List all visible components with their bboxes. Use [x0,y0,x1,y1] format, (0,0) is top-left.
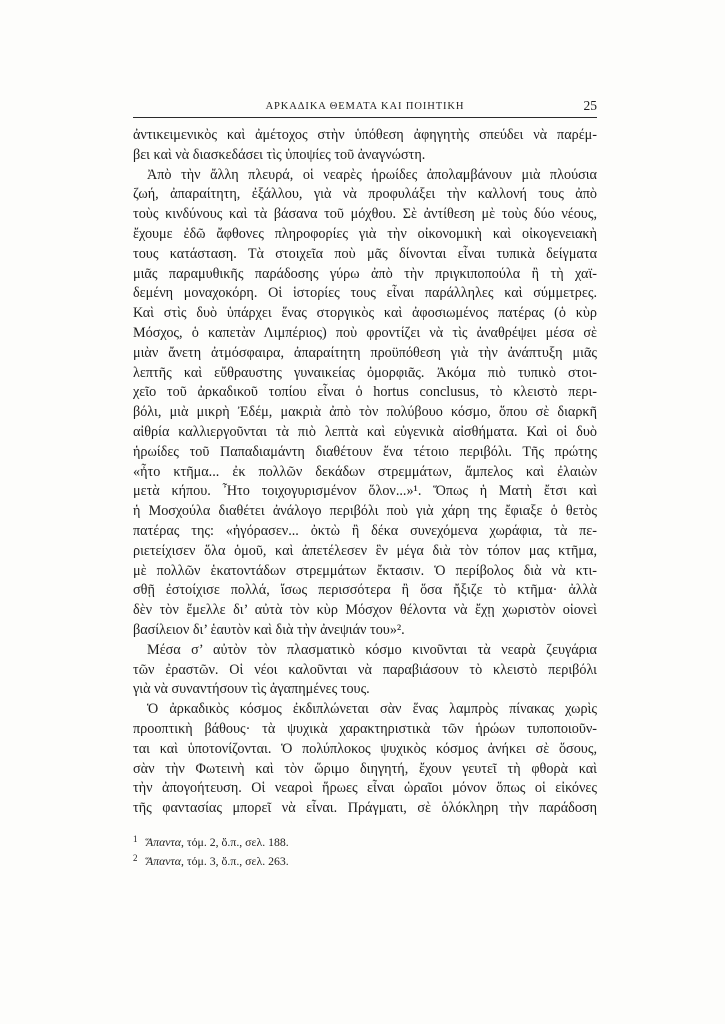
text-line: «ἦτο κτῆμα... ἐκ πολλῶν δεκάδων στρεμμάτων, ἄμπελος καὶ ἐλαιὼν [133,463,597,480]
text-line: ἡρωίδες τοῦ Παπαδιαμάντη διαθέτουν ἕνα τέτοιο περιβόλι. Τῆς πρώτης [133,443,597,460]
text-line: ἀντικειμενικὸς καὶ ἀμέτοχος στὴν ὑπόθεση ἀφηγητὴς σπεύδει νὰ παρέμ- [133,127,597,143]
text-line: δεμένη μοναχοκόρη. Οἱ ἱστορίες τους εἶναι παράλληλες καὶ σύμμετρες. [133,285,597,302]
text-line: τῶν ἐραστῶν. Οἱ νέοι καλοῦνται νὰ παραβιάσουν τὸ κλειστὸ περιβόλι [133,661,597,678]
footnote-reference: , τόμ. 2, ὅ.π., σελ. 188. [180,835,289,849]
text-line: γιὰ νὰ συναντήσουν τὶς ἀγαπημένες τους. [133,681,370,698]
text-line: λεπτῆς καὶ εὔθραυστης γυναικείας ὀμορφιᾶς. Ἀκόμα πιὸ τυπικὸ στοι- [133,364,597,381]
text-line: Μόσχος, ὁ καπετὰν Λιμπέριος) ποὺ φροντίζει νὰ τὶς ἀναθρέψει μέσα σὲ [133,324,597,341]
paragraph [133,126,597,166]
text-line: αἰθρία καλλιεργοῦνται τὰ πιὸ λεπτὰ καὶ εὐγενικὰ αἰσθήματα. Καὶ οἱ δυὸ [133,423,597,440]
text-line: ριετείχισεν ὅλα ὁμοῦ, καὶ ἀπετέλεσεν ἓν μέγα διὰ τὸν τόπον μας κτῆμα, [133,542,597,559]
text-line: μετὰ κήπου. Ἦτο τοιχογυρισμένον ὅλον...»¹. Ὅπως ἡ Ματὴ ἔτσι καὶ [133,483,597,500]
text-line: τῆς φαντασίας μπορεῖ νὰ εἶναι. Πράγματι, σὲ ὁλόκληρη τὴν παράδοση [133,800,597,817]
paragraph [133,700,597,819]
text-line: Μέσα σ’ αὐτὸν τὸν πλασματικὸ κόσμο κινοῦνται τὰ νεαρὰ ζευγάρια [147,641,597,658]
footnote-reference: , τόμ. 3, ὅ.π., σελ. 263. [180,853,289,868]
text-line: σὰν τὴν Φωτεινὴ καὶ τὸν ὥριμο διηγητή, ἔχουν γευτεῖ τὴ φθορὰ καὶ [133,760,597,777]
text-line: σθῇ ἐστοίχισε πολλά, ἴσως περισσότερα ἢ ὅσα ἤξιζε τὸ κτῆμα· ἀλλὰ [133,582,597,599]
footnotes [133,833,597,870]
text-line: τὴν ἀπογοήτευση. Οἱ νεαροὶ ἥρωες εἶναι ὡραῖοι μόνον ὅπως οἱ εἰκόνες [133,780,597,797]
text-line: ζωή, ἀπαραίτητη, ἐξάλλου, γιὰ νὰ προφυλάξει τὴν καλλονή τους ἀπὸ [133,186,597,203]
body-text [133,126,597,819]
header-rule [133,117,597,118]
text-line: τοὺς κινδύνους καὶ τὰ βάσανα τοῦ μόχθου. Σὲ ἀντίθεση μὲ τοὺς δύο νέους, [133,206,597,223]
text-line: χεῖο τοῦ ἀρκαδικοῦ τοπίου εἶναι ὁ hortus conclusus, τὸ κλειστὸ περι- [133,384,597,401]
running-title: ΑΡΚΑΔΙΚΑ ΘΕΜΑΤΑ ΚΑΙ ΠΟΙΗΤΙΚΗ [265,101,465,112]
footnote [133,833,597,852]
text-line: βασίλειον δι’ ἑαυτὸν καὶ διὰ τὴν ἀνεψιάν του»². [133,621,405,638]
text-line: ἡ Μοσχούλα διαθέτει ἀνάλογο περιβόλι ποὺ γιὰ χάρη της ἔφιαξε ὁ θετὸς [133,503,597,520]
paragraph [133,641,597,700]
text-line: Καὶ στὶς δυὸ ὑπάρχει ἕνας στοργικὸς καὶ ἀφοσιωμένος πατέρας (ὁ κὺρ [133,305,597,322]
text-line: βόλι, μιὰ μικρὴ Ἐδέμ, μακριὰ ἀπὸ τὸν πολύβουο κόσμο, ὅπου σὲ διαρκῆ [133,404,597,421]
footnote-marker: 2 [133,852,138,863]
text-line: Ὁ ἀρκαδικὸς κόσμος ἐκδιπλώνεται σὰν ἕνας λαμπρὸς πίνακας χωρὶς [147,701,597,718]
footnote-title: Ἅπαντα [146,853,181,868]
text-line: ται καὶ ὑποτονίζονται. Ὁ πολύπλοκος ψυχικὸς κόσμος ἀνήκει σὲ ὅσους, [133,740,597,757]
footnote [133,852,597,871]
text-line: μιᾶς παραμυθικῆς παράδοσης γύρω ἀπὸ τὴν πριγκιποπούλα ἢ τὴ χαϊ- [133,265,597,282]
text-line: μὲ πολλῶν ἑκατοντάδων στρεμμάτων ἔκτασιν. Ὁ περίβολος διὰ νὰ κτι- [133,562,597,579]
text-line: ἔχουμε ἐδῶ ἄφθονες πληροφορίες γιὰ τὴν οἰκονομικὴ καὶ οἰκογενειακὴ [133,225,597,242]
footnote-marker: 1 [133,834,138,844]
text-line: βει καὶ νὰ διασκεδάσει τὶς ὑποψίες τοῦ ἀναγνώστη. [133,146,426,163]
paragraph [133,166,597,641]
text-line: τους κατάσταση. Τὰ στοιχεῖα ποὺ μᾶς δίνονται εἶναι τυπικὰ δείγματα [133,245,597,262]
footnote-title: Ἅπαντα [146,835,181,849]
text-line: πατέρας της: «ἠγόρασεν... ὀκτὼ ἢ δέκα συνεχόμενα χωράφια, τὰ πε- [133,522,597,539]
running-head [133,99,597,115]
text-line: δὲν τὸν ἔμελλε δι’ αὐτὰ τὸν κὺρ Μόσχον θέλοντα νὰ ἔχῃ χωριστὸν οἱονεὶ [133,602,597,619]
text-line: προοπτικὴ βάθους· τὰ ψυχικὰ χαρακτηριστικὰ τῶν ἡρώων τυποποιοῦν- [133,720,597,737]
text-line: μιὰν ἄνετη ἀτμόσφαιρα, ἀπαραίτητη προϋπόθεση γιὰ τὴν ἀνάπτυξη μιᾶς [133,344,597,361]
page-number: 25 [583,98,597,113]
text-line: Ἀπὸ τὴν ἄλλη πλευρά, οἱ νεαρὲς ἡρωίδες ἀπολαμβάνουν μιὰ πλούσια [147,166,597,183]
